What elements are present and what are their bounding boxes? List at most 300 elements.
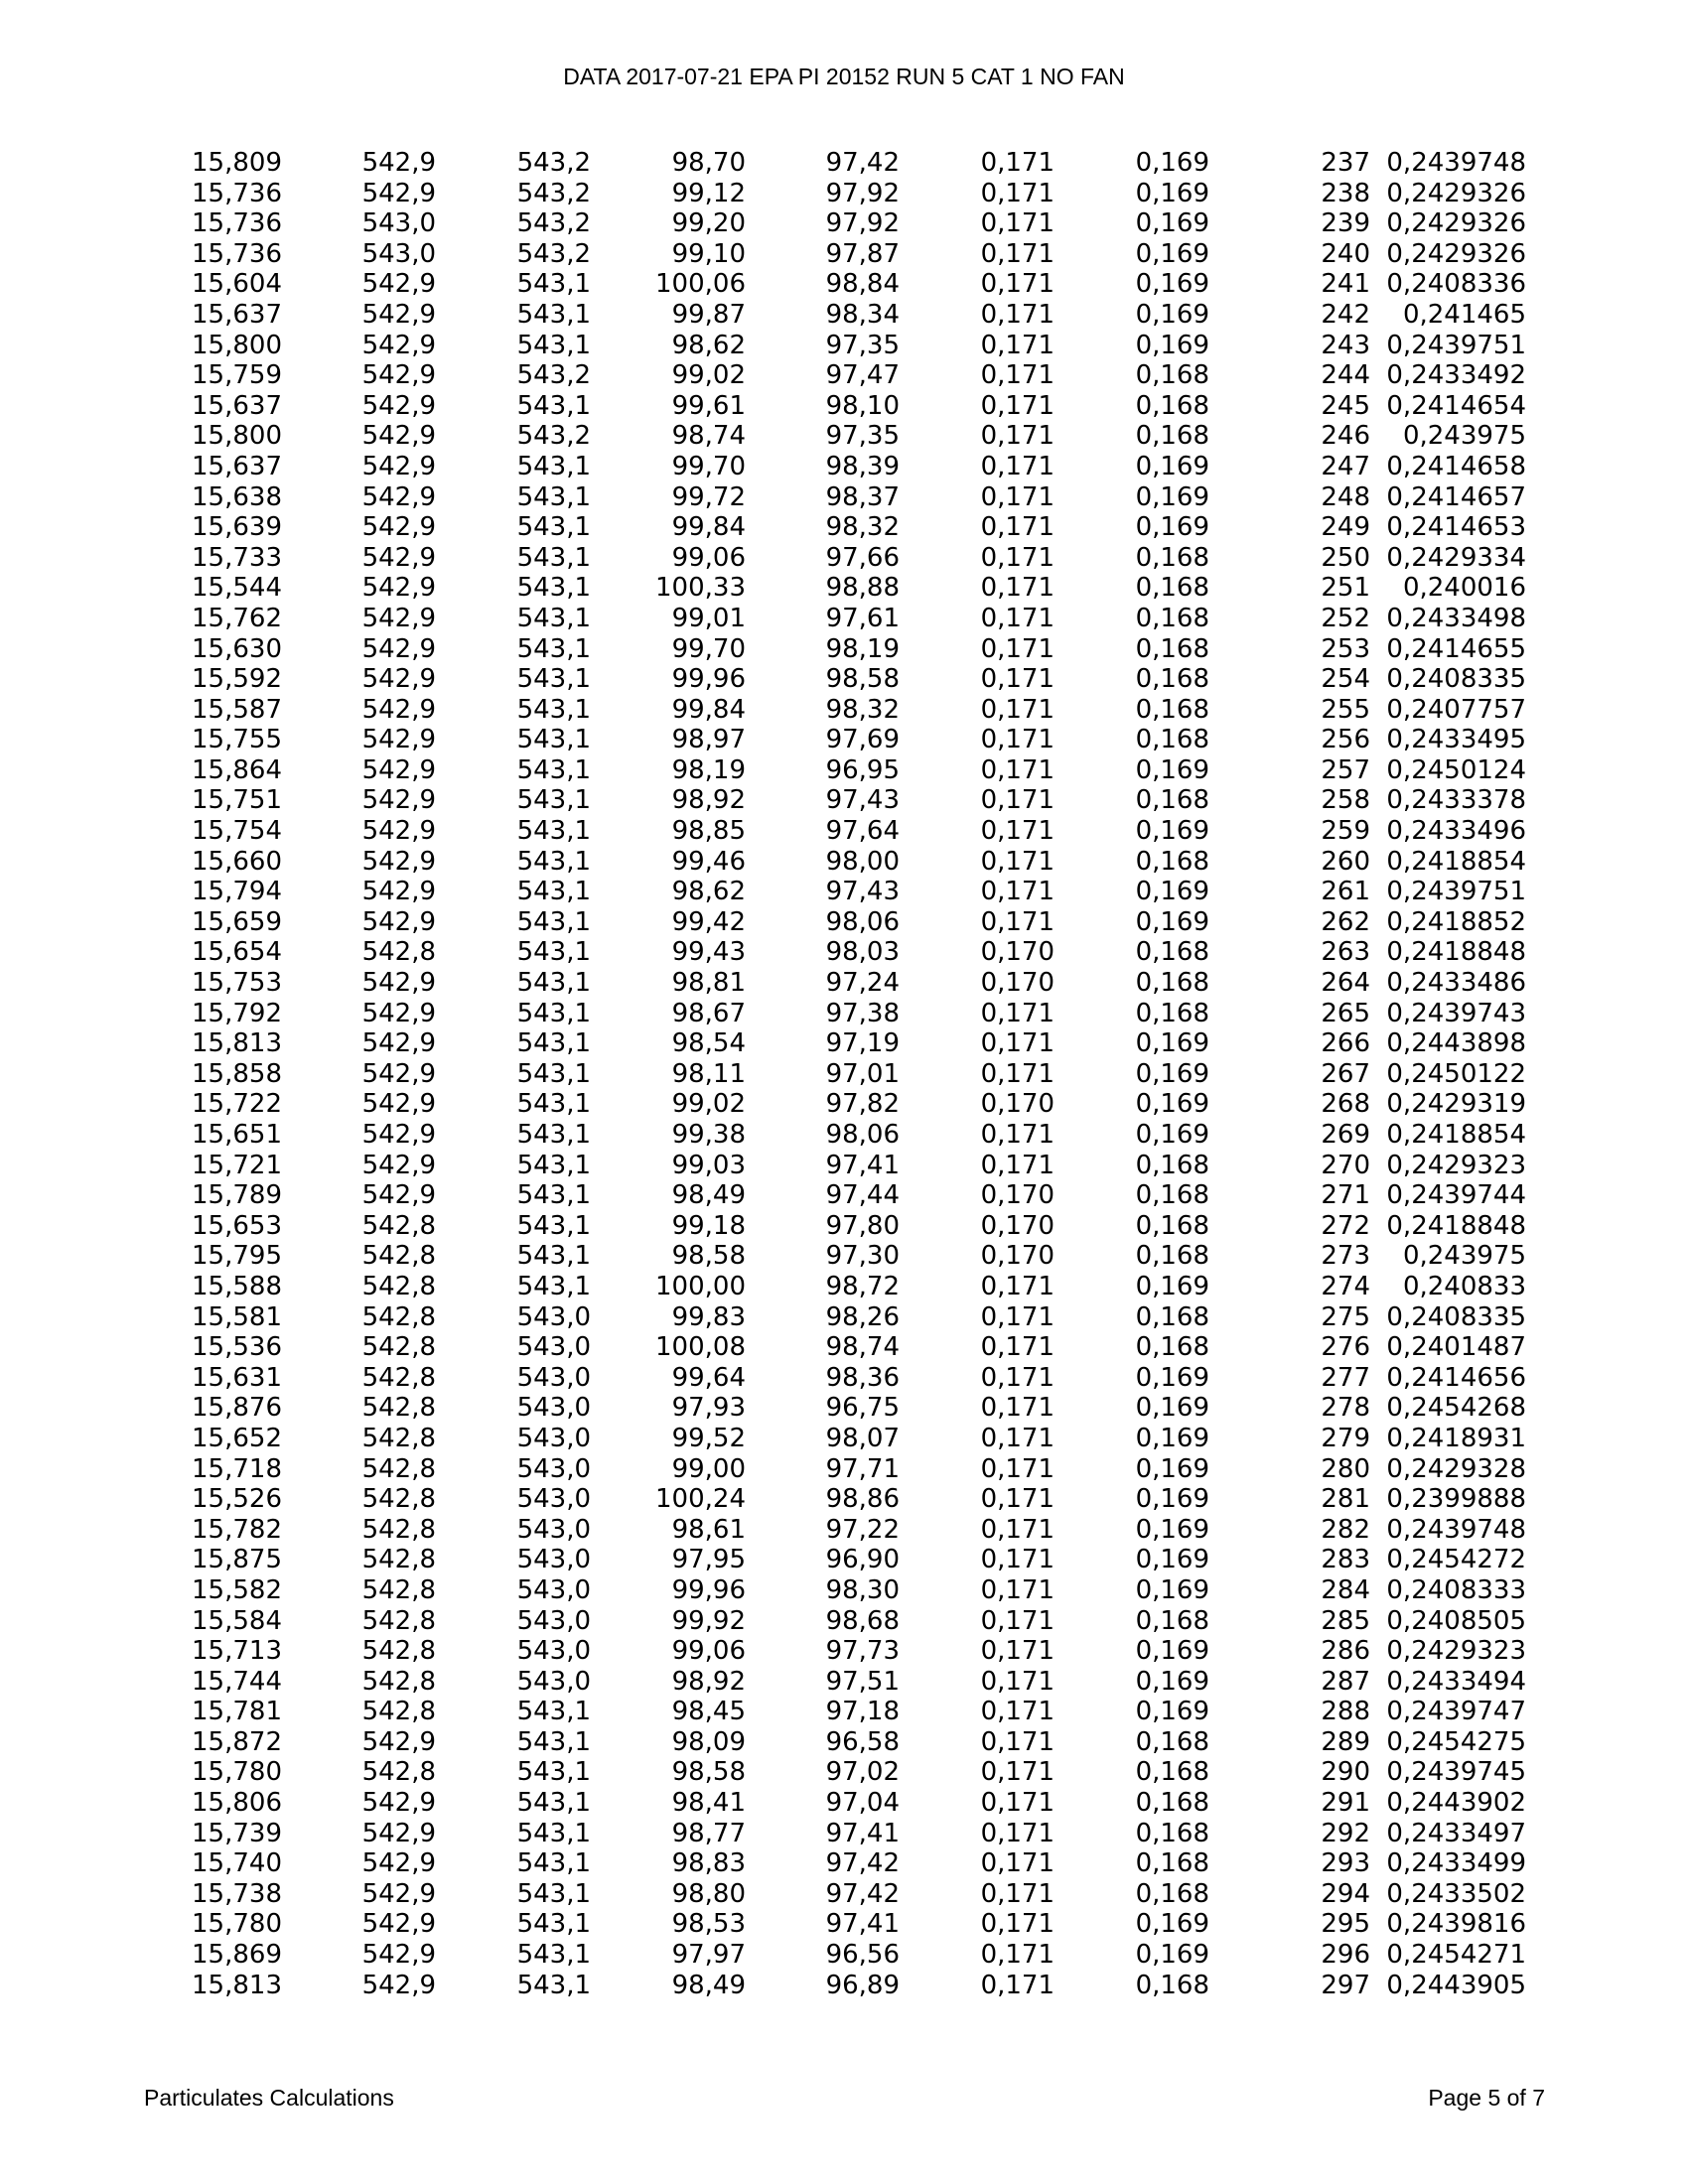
table-cell: 0,2414653 xyxy=(1386,512,1526,543)
table-cell: 98,06 xyxy=(825,906,900,937)
table-cell: 98,03 xyxy=(825,937,900,968)
table-cell: 542,8 xyxy=(361,1453,436,1484)
table-cell: 237 xyxy=(1321,148,1370,178)
table-cell: 543,0 xyxy=(516,1514,591,1545)
table-cell: 0,2454272 xyxy=(1386,1545,1526,1575)
table-cell: 0,171 xyxy=(980,1453,1055,1484)
table-cell: 247 xyxy=(1321,451,1370,481)
table-row xyxy=(0,1757,1526,1788)
table-cell: 97,43 xyxy=(825,785,900,816)
table-cell: 543,0 xyxy=(516,1545,591,1575)
table-cell: 0,168 xyxy=(1135,1818,1209,1848)
table-cell: 543,1 xyxy=(516,1757,591,1788)
table-cell: 543,1 xyxy=(516,1180,591,1211)
table-cell: 15,637 xyxy=(192,451,282,481)
table-cell: 0,169 xyxy=(1135,906,1209,937)
table-row xyxy=(0,1089,1526,1120)
table-cell: 0,171 xyxy=(980,1514,1055,1545)
table-cell: 98,97 xyxy=(671,725,746,755)
table-cell: 268 xyxy=(1321,1089,1370,1120)
table-cell: 97,43 xyxy=(825,877,900,907)
table-cell: 0,171 xyxy=(980,694,1055,725)
table-cell: 98,06 xyxy=(825,1120,900,1150)
table-cell: 542,9 xyxy=(361,360,436,391)
table-cell: 542,8 xyxy=(361,1423,436,1453)
table-row xyxy=(0,1180,1526,1211)
table-cell: 543,1 xyxy=(516,1089,591,1120)
table-cell: 277 xyxy=(1321,1362,1370,1393)
table-cell: 0,2439743 xyxy=(1386,998,1526,1028)
table-cell: 297 xyxy=(1321,1970,1370,2000)
table-cell: 543,0 xyxy=(516,1453,591,1484)
table-cell: 98,61 xyxy=(671,1514,746,1545)
table-cell: 0,171 xyxy=(980,998,1055,1028)
table-cell: 0,169 xyxy=(1135,451,1209,481)
table-cell: 0,168 xyxy=(1135,1301,1209,1332)
table-cell: 0,2443898 xyxy=(1386,1028,1526,1059)
table-row xyxy=(0,360,1526,391)
table-cell: 269 xyxy=(1321,1120,1370,1150)
table-cell: 0,169 xyxy=(1135,1028,1209,1059)
table-cell: 240 xyxy=(1321,238,1370,269)
table-cell: 256 xyxy=(1321,725,1370,755)
table-cell: 289 xyxy=(1321,1726,1370,1757)
table-cell: 0,171 xyxy=(980,238,1055,269)
table-cell: 543,0 xyxy=(516,1423,591,1453)
table-cell: 542,9 xyxy=(361,573,436,604)
table-cell: 98,70 xyxy=(671,148,746,178)
table-cell: 99,83 xyxy=(671,1301,746,1332)
table-cell: 15,738 xyxy=(192,1878,282,1909)
table-cell: 0,168 xyxy=(1135,1757,1209,1788)
table-cell: 0,2433496 xyxy=(1386,816,1526,847)
table-cell: 295 xyxy=(1321,1909,1370,1940)
table-cell: 239 xyxy=(1321,208,1370,239)
table-row xyxy=(0,968,1526,999)
table-cell: 0,171 xyxy=(980,1726,1055,1757)
table-cell: 0,171 xyxy=(980,360,1055,391)
table-cell: 543,1 xyxy=(516,603,591,633)
table-cell: 0,168 xyxy=(1135,1788,1209,1819)
table-cell: 543,1 xyxy=(516,1028,591,1059)
table-cell: 0,2429326 xyxy=(1386,238,1526,269)
table-cell: 542,9 xyxy=(361,330,436,360)
table-cell: 0,2429326 xyxy=(1386,178,1526,208)
table-cell: 543,1 xyxy=(516,1241,591,1272)
table-cell: 543,1 xyxy=(516,968,591,999)
table-cell: 15,739 xyxy=(192,1818,282,1848)
table-cell: 15,781 xyxy=(192,1697,282,1727)
table-cell: 0,169 xyxy=(1135,1666,1209,1697)
table-cell: 0,2454275 xyxy=(1386,1726,1526,1757)
table-cell: 99,96 xyxy=(671,664,746,695)
table-cell: 542,8 xyxy=(361,1484,436,1515)
table-cell: 543,1 xyxy=(516,573,591,604)
table-cell: 98,45 xyxy=(671,1697,746,1727)
table-cell: 542,9 xyxy=(361,1970,436,2000)
table-cell: 97,80 xyxy=(825,1210,900,1241)
table-cell: 97,97 xyxy=(671,1940,746,1971)
table-cell: 99,52 xyxy=(671,1423,746,1453)
table-cell: 0,171 xyxy=(980,451,1055,481)
table-cell: 0,169 xyxy=(1135,238,1209,269)
table-cell: 542,8 xyxy=(361,1605,436,1636)
table-cell: 98,92 xyxy=(671,785,746,816)
table-row xyxy=(0,1363,1526,1394)
table-cell: 15,653 xyxy=(192,1210,282,1241)
table-cell: 543,0 xyxy=(516,1332,591,1363)
footer-page-number: Page 5 of 7 xyxy=(1428,2085,1545,2111)
table-cell: 0,2450124 xyxy=(1386,754,1526,785)
table-cell: 96,89 xyxy=(825,1970,900,2000)
table-cell: 97,42 xyxy=(825,148,900,178)
table-row xyxy=(0,1028,1526,1059)
table-row xyxy=(0,1151,1526,1181)
table-cell: 15,736 xyxy=(192,238,282,269)
table-cell: 0,171 xyxy=(980,1332,1055,1363)
table-row xyxy=(0,452,1526,482)
table-cell: 542,8 xyxy=(361,1241,436,1272)
table-cell: 15,858 xyxy=(192,1058,282,1089)
table-cell: 99,06 xyxy=(671,542,746,573)
table-cell: 0,2433486 xyxy=(1386,968,1526,999)
table-cell: 0,169 xyxy=(1135,512,1209,543)
table-cell: 543,1 xyxy=(516,1210,591,1241)
data-table-body xyxy=(0,148,1526,2000)
table-cell: 543,1 xyxy=(516,299,591,330)
table-cell: 100,24 xyxy=(655,1484,746,1515)
table-cell: 15,806 xyxy=(192,1788,282,1819)
table-cell: 543,0 xyxy=(516,1605,591,1636)
table-cell: 0,169 xyxy=(1135,1545,1209,1575)
table-cell: 0,2418848 xyxy=(1386,937,1526,968)
table-cell: 97,61 xyxy=(825,603,900,633)
table-row xyxy=(0,421,1526,452)
table-cell: 543,1 xyxy=(516,1058,591,1089)
table-cell: 0,2418931 xyxy=(1386,1423,1526,1453)
table-cell: 0,2429319 xyxy=(1386,1089,1526,1120)
table-cell: 15,630 xyxy=(192,633,282,664)
table-row xyxy=(0,1302,1526,1333)
table-cell: 542,9 xyxy=(361,421,436,452)
table-cell: 15,792 xyxy=(192,998,282,1028)
table-cell: 284 xyxy=(1321,1574,1370,1605)
table-cell: 0,171 xyxy=(980,1150,1055,1180)
table-cell: 0,243975 xyxy=(1402,421,1526,452)
table-cell: 0,169 xyxy=(1135,1271,1209,1301)
table-cell: 543,1 xyxy=(516,816,591,847)
table-cell: 542,9 xyxy=(361,754,436,785)
table-cell: 99,43 xyxy=(671,937,746,968)
table-cell: 542,9 xyxy=(361,451,436,481)
table-cell: 0,171 xyxy=(980,1120,1055,1150)
table-cell: 248 xyxy=(1321,481,1370,512)
table-cell: 15,638 xyxy=(192,481,282,512)
table-cell: 15,875 xyxy=(192,1545,282,1575)
table-cell: 286 xyxy=(1321,1636,1370,1667)
table-cell: 543,1 xyxy=(516,1940,591,1971)
table-cell: 542,9 xyxy=(361,1848,436,1879)
table-cell: 279 xyxy=(1321,1423,1370,1453)
table-row xyxy=(0,1727,1526,1758)
table-cell: 542,9 xyxy=(361,1818,436,1848)
table-cell: 15,581 xyxy=(192,1301,282,1332)
table-row xyxy=(0,482,1526,513)
table-cell: 98,85 xyxy=(671,816,746,847)
table-cell: 15,722 xyxy=(192,1089,282,1120)
table-cell: 98,74 xyxy=(825,1332,900,1363)
table-cell: 0,169 xyxy=(1135,816,1209,847)
table-cell: 278 xyxy=(1321,1393,1370,1424)
table-cell: 99,01 xyxy=(671,603,746,633)
table-row xyxy=(0,755,1526,786)
table-cell: 0,169 xyxy=(1135,208,1209,239)
table-cell: 542,9 xyxy=(361,481,436,512)
table-cell: 0,168 xyxy=(1135,542,1209,573)
table-cell: 542,9 xyxy=(361,1878,436,1909)
table-cell: 0,171 xyxy=(980,725,1055,755)
table-row xyxy=(0,148,1526,179)
table-cell: 0,171 xyxy=(980,148,1055,178)
table-cell: 15,659 xyxy=(192,906,282,937)
table-cell: 98,34 xyxy=(825,299,900,330)
table-cell: 543,1 xyxy=(516,664,591,695)
table-cell: 0,2418854 xyxy=(1386,846,1526,877)
table-cell: 0,2408333 xyxy=(1386,1574,1526,1605)
table-cell: 258 xyxy=(1321,785,1370,816)
table-cell: 542,8 xyxy=(361,1757,436,1788)
table-cell: 97,22 xyxy=(825,1514,900,1545)
table-row xyxy=(0,695,1526,726)
table-cell: 543,1 xyxy=(516,1150,591,1180)
table-cell: 285 xyxy=(1321,1605,1370,1636)
table-row xyxy=(0,300,1526,331)
table-cell: 250 xyxy=(1321,542,1370,573)
table-cell: 0,168 xyxy=(1135,1848,1209,1879)
table-cell: 99,64 xyxy=(671,1362,746,1393)
table-cell: 0,168 xyxy=(1135,846,1209,877)
table-cell: 251 xyxy=(1321,573,1370,604)
table-cell: 0,171 xyxy=(980,1301,1055,1332)
table-cell: 0,171 xyxy=(980,1909,1055,1940)
table-cell: 97,51 xyxy=(825,1666,900,1697)
table-cell: 99,42 xyxy=(671,906,746,937)
table-cell: 0,169 xyxy=(1135,330,1209,360)
table-cell: 15,736 xyxy=(192,208,282,239)
table-cell: 15,631 xyxy=(192,1362,282,1393)
table-cell: 542,9 xyxy=(361,148,436,178)
table-cell: 99,84 xyxy=(671,694,746,725)
table-cell: 0,170 xyxy=(980,1089,1055,1120)
table-cell: 0,169 xyxy=(1135,1423,1209,1453)
table-cell: 99,84 xyxy=(671,512,746,543)
table-row xyxy=(0,937,1526,968)
table-row xyxy=(0,1848,1526,1879)
table-cell: 98,86 xyxy=(825,1484,900,1515)
table-cell: 97,87 xyxy=(825,238,900,269)
table-row xyxy=(0,179,1526,209)
table-cell: 542,9 xyxy=(361,1788,436,1819)
table-cell: 543,1 xyxy=(516,937,591,968)
table-cell: 15,654 xyxy=(192,937,282,968)
table-row xyxy=(0,785,1526,816)
table-cell: 0,171 xyxy=(980,846,1055,877)
table-cell: 0,168 xyxy=(1135,937,1209,968)
table-cell: 99,87 xyxy=(671,299,746,330)
table-cell: 0,169 xyxy=(1135,1909,1209,1940)
table-cell: 0,171 xyxy=(980,1757,1055,1788)
table-cell: 0,2443905 xyxy=(1386,1970,1526,2000)
table-cell: 243 xyxy=(1321,330,1370,360)
table-cell: 0,2433498 xyxy=(1386,603,1526,633)
table-cell: 0,171 xyxy=(980,1970,1055,2000)
table-cell: 0,168 xyxy=(1135,1970,1209,2000)
table-cell: 0,171 xyxy=(980,1788,1055,1819)
table-cell: 542,8 xyxy=(361,1636,436,1667)
table-cell: 0,171 xyxy=(980,1028,1055,1059)
table-cell: 15,536 xyxy=(192,1332,282,1363)
table-cell: 96,56 xyxy=(825,1940,900,1971)
table-cell: 0,168 xyxy=(1135,573,1209,604)
table-cell: 266 xyxy=(1321,1028,1370,1059)
table-cell: 543,0 xyxy=(361,208,436,239)
table-cell: 98,41 xyxy=(671,1788,746,1819)
table-cell: 15,782 xyxy=(192,1514,282,1545)
table-cell: 293 xyxy=(1321,1848,1370,1879)
table-cell: 97,35 xyxy=(825,421,900,452)
table-cell: 0,171 xyxy=(980,208,1055,239)
table-cell: 0,2439747 xyxy=(1386,1697,1526,1727)
table-cell: 97,42 xyxy=(825,1878,900,1909)
table-cell: 15,526 xyxy=(192,1484,282,1515)
table-cell: 0,169 xyxy=(1135,754,1209,785)
table-cell: 542,8 xyxy=(361,937,436,968)
table-cell: 0,2433495 xyxy=(1386,725,1526,755)
table-cell: 543,1 xyxy=(516,451,591,481)
table-cell: 0,171 xyxy=(980,1545,1055,1575)
table-cell: 276 xyxy=(1321,1332,1370,1363)
table-cell: 542,8 xyxy=(361,1210,436,1241)
table-cell: 98,84 xyxy=(825,269,900,300)
table-cell: 0,171 xyxy=(980,1878,1055,1909)
table-cell: 244 xyxy=(1321,360,1370,391)
table-cell: 0,168 xyxy=(1135,1605,1209,1636)
table-cell: 99,70 xyxy=(671,633,746,664)
table-cell: 0,171 xyxy=(980,1484,1055,1515)
table-cell: 543,0 xyxy=(516,1484,591,1515)
table-cell: 542,9 xyxy=(361,906,436,937)
table-cell: 543,1 xyxy=(516,906,591,937)
table-cell: 275 xyxy=(1321,1301,1370,1332)
table-cell: 0,170 xyxy=(980,1180,1055,1211)
table-cell: 0,171 xyxy=(980,816,1055,847)
table-cell: 98,36 xyxy=(825,1362,900,1393)
table-cell: 0,168 xyxy=(1135,694,1209,725)
table-cell: 15,762 xyxy=(192,603,282,633)
table-cell: 0,2429326 xyxy=(1386,208,1526,239)
table-cell: 282 xyxy=(1321,1514,1370,1545)
table-cell: 98,62 xyxy=(671,330,746,360)
table-cell: 542,9 xyxy=(361,998,436,1028)
table-cell: 0,2433497 xyxy=(1386,1818,1526,1848)
table-cell: 97,92 xyxy=(825,208,900,239)
table-cell: 542,9 xyxy=(361,846,436,877)
table-cell: 98,26 xyxy=(825,1301,900,1332)
table-cell: 543,2 xyxy=(516,208,591,239)
table-row xyxy=(0,1484,1526,1515)
table-cell: 543,1 xyxy=(516,1848,591,1879)
table-cell: 283 xyxy=(1321,1545,1370,1575)
table-cell: 0,171 xyxy=(980,1666,1055,1697)
table-cell: 0,2414656 xyxy=(1386,1362,1526,1393)
table-cell: 542,9 xyxy=(361,512,436,543)
table-cell: 99,96 xyxy=(671,1574,746,1605)
table-cell: 98,07 xyxy=(825,1423,900,1453)
table-cell: 241 xyxy=(1321,269,1370,300)
table-cell: 543,1 xyxy=(516,694,591,725)
table-cell: 263 xyxy=(1321,937,1370,968)
table-cell: 0,171 xyxy=(980,754,1055,785)
table-cell: 0,2418852 xyxy=(1386,906,1526,937)
table-row xyxy=(0,1971,1526,2001)
table-cell: 99,46 xyxy=(671,846,746,877)
table-cell: 0,171 xyxy=(980,633,1055,664)
table-cell: 0,169 xyxy=(1135,1393,1209,1424)
table-cell: 291 xyxy=(1321,1788,1370,1819)
table-cell: 97,42 xyxy=(825,1848,900,1879)
table-row xyxy=(0,543,1526,574)
table-cell: 0,171 xyxy=(980,1423,1055,1453)
table-cell: 15,713 xyxy=(192,1636,282,1667)
data-table xyxy=(0,148,1526,2000)
table-cell: 15,759 xyxy=(192,360,282,391)
table-cell: 253 xyxy=(1321,633,1370,664)
table-cell: 97,30 xyxy=(825,1241,900,1272)
table-cell: 97,01 xyxy=(825,1058,900,1089)
table-row xyxy=(0,239,1526,270)
table-cell: 543,1 xyxy=(516,269,591,300)
table-cell: 98,30 xyxy=(825,1574,900,1605)
table-cell: 543,1 xyxy=(516,1697,591,1727)
table-cell: 265 xyxy=(1321,998,1370,1028)
table-cell: 0,240016 xyxy=(1402,573,1526,604)
table-cell: 543,1 xyxy=(516,1271,591,1301)
table-cell: 97,24 xyxy=(825,968,900,999)
table-cell: 0,171 xyxy=(980,1605,1055,1636)
table-cell: 0,168 xyxy=(1135,390,1209,421)
table-cell: 0,169 xyxy=(1135,178,1209,208)
table-cell: 0,168 xyxy=(1135,1150,1209,1180)
table-cell: 15,637 xyxy=(192,390,282,421)
table-cell: 15,780 xyxy=(192,1757,282,1788)
table-cell: 543,2 xyxy=(516,238,591,269)
table-cell: 260 xyxy=(1321,846,1370,877)
table-cell: 0,171 xyxy=(980,906,1055,937)
table-cell: 99,20 xyxy=(671,208,746,239)
table-cell: 0,169 xyxy=(1135,1574,1209,1605)
table-cell: 543,1 xyxy=(516,725,591,755)
table-cell: 543,2 xyxy=(516,360,591,391)
table-row xyxy=(0,816,1526,847)
table-cell: 15,587 xyxy=(192,694,282,725)
table-cell: 15,740 xyxy=(192,1848,282,1879)
table-cell: 0,2401487 xyxy=(1386,1332,1526,1363)
table-cell: 98,74 xyxy=(671,421,746,452)
table-cell: 99,03 xyxy=(671,1150,746,1180)
table-cell: 15,813 xyxy=(192,1028,282,1059)
table-cell: 542,8 xyxy=(361,1362,436,1393)
table-cell: 0,168 xyxy=(1135,1180,1209,1211)
